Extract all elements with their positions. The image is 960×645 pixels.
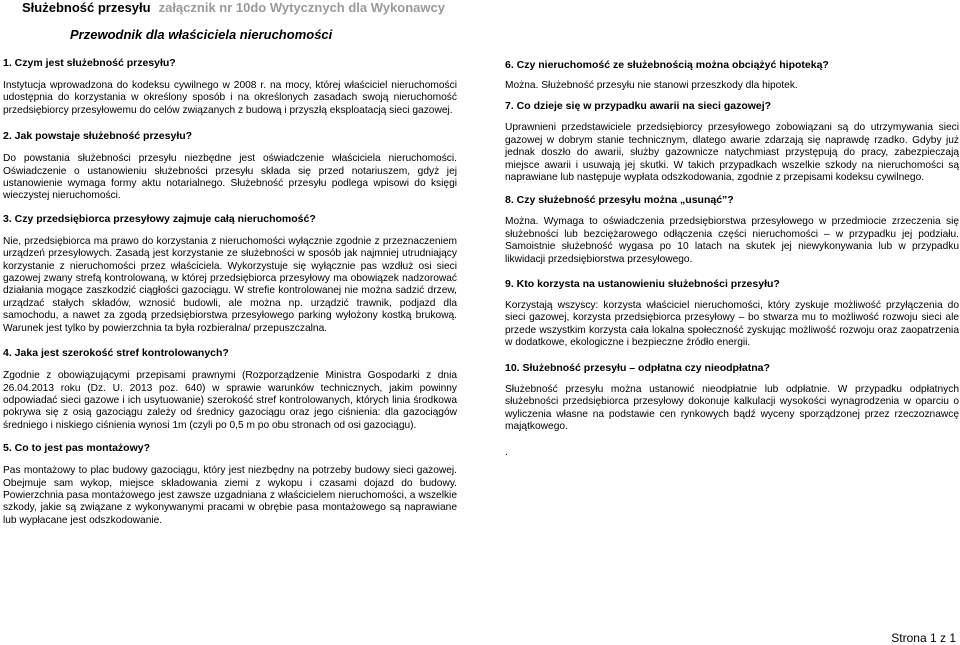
question-heading: 10. Służebność przesyłu – odpłatna czy nieodpłatna? [505, 361, 770, 374]
answer-paragraph: Służebność przesyłu można ustanowić nieodpłatnie lub odpłatnie. W przypadku odpłatnych służebności przedsiębiorca przesyłowy dokonuje kalkulacji wysokości wynagrodzenia w oparciu o wyliczenia własne na podstawie cen rynkowych bądź wyceny sporządzonej przez rzeczoznawcę majątkowego. [505, 383, 959, 432]
page-number: Strona 1 z 1 [891, 631, 956, 645]
question-heading: 1. Czym jest służebność przesyłu? [3, 57, 176, 69]
question-heading: 7. Co dzieje się w przypadku awarii na sieci gazowej? [505, 100, 772, 113]
answer-paragraph: Nie, przedsiębiorca ma prawo do korzystania z nieruchomości wyłącznie zgodnie z przeznaczeniem urządzeń przesyłowych. Zasadą jest korzystanie ze służebności w sposób jak najmniej utrudniający korzystanie z nieruchomości przez właściciela. Wykorzystuje się wyłącznie pas wzdłuż osi sieci gazowej zwany strefą kontrolowaną, w której przedsiębiorca przesyłowy ma obowiązek nadzorować działania mogące zaszkodzić ciągłości gazociągu. W strefie kontrolowanej nie można sadzić drzew, urządzać stałych składów, wznosić budowli, ale można np. urządzić trawnik, podjazd dla samochodu, a nawet za zgodą przedsiębiorstwa przesyłowego parking wyłożony kostką brukową. Warunek jest tylko by powierzchnia ta była rozbieralna/ przepuszczalna. [3, 235, 457, 334]
answer-paragraph: Pas montażowy to plac budowy gazociągu, który jest niezbędny na potrzeby budowy sieci gazowej. Obejmuje sam wykop, miejsce składowania ziemi z wykopu i czasami dojazd do budowy. Powierzchnia pasa montażowego jest zawsze uzgadniana z właścicielem nieruchomości, a wszelkie szkody, jakie są związane z wykonywanymi pracami w obrębie pasa montażowego są naprawiane lub wypłacane jest odszkodowanie. [3, 465, 457, 526]
question-heading: 4. Jaka jest szerokość stref kontrolowanych? [3, 347, 229, 360]
answer-paragraph: Zgodnie z obowiązującymi przepisami prawnymi (Rozporządzenie Ministra Gospodarki z dnia 26.04.2013 roku (Dz. U. 2013 poz. 640) w sprawie warunków technicznych, jakim powinny odpowiadać sieci gazowe i ich usytuowanie) szerokość stref kontrolowanych, których linia środkowa pokrywa się z osią gazociągu zależy od średnicy gazociągu oraz jego ciśnienia: dla gazociągów średniego i niskiego ciśnienia wynosi 1m (czyli po 0,5 m po obu stronach od osi gazociągu). [3, 370, 457, 431]
document-title: Służebność przesyłu [22, 0, 151, 15]
answer-paragraph: Można. Wymaga to oświadczenia przedsiębiorstwa przesyłowego w przedmiocie zrzeczenia się służebności lub bezciężarowego odłączenia części nieruchomości – w przypadku jej podziału. Samoistnie służebność wygasa po 10 latach na skutek jej niewykonywania lub w przypadku likwidacji przedsiębiorstwa przesyłowego. [505, 216, 959, 265]
answer-paragraph: Można. Służebność przesyłu nie stanowi przeszkody dla hipotek. [505, 80, 798, 91]
answer-paragraph: Do powstania służebności przesyłu niezbędne jest oświadczenie właściciela nieruchomości. Oświadczenie o ustanowieniu służebności przesyłu składa się przed notariuszem, gdyż jej ustanowienie wymaga formy aktu notarialnego. Służebność przesyłu podlega wpisowi do księgi wieczystej nieruchomości. [3, 153, 457, 202]
answer-paragraph: Korzystają wszyscy: korzysta właściciel nieruchomości, który zyskuje możliwość przyłączenia do sieci gazowej, korzysta przedsiębiorca przesyłowy – bo stwarza mu to możliwość rozwoju sieci ale przede wszystkim korzysta cała lokalna społeczność zyskując możliwość rozwoju oraz zaopatrzenia w dodatkowe, ekologiczne i bezpieczne źródło energii. [505, 300, 959, 349]
right-column [505, 59, 959, 460]
question-heading: 5. Co to jest pas montażowy? [3, 442, 151, 455]
guide-title: Przewodnik dla właściciela nieruchomości [70, 27, 333, 42]
answer-paragraph: Instytucja wprowadzona do kodeksu cywilnego w 2008 r. na mocy, której właściciel nieruchomości udostępnia do korzystania w określony sposób i na określonych zasadach swoją nieruchomość przedsiębiorcy przesyłowemu do celów związanych z budową i przyszłą eksploatacją sieci gazowej. [3, 80, 457, 116]
answer-paragraph: Uprawnieni przedstawiciele przedsiębiorcy przesyłowego zobowiązani są do utrzymywania sieci gazowej w dobrym stanie technicznym, dlatego awarie zdarzają się naprawdę rzadko. Gdyby już jednak doszło do awarii, służby gazownicze natychmiast przystępują do pracy, zabezpieczają miejsce awarii i usuwają jej skutki. W takich przypadkach wszelkie szkody na nieruchomości są naprawiane lub następuje wypłata odszkodowania, zgodnie z przepisami kodeksu cywilnego. [505, 122, 959, 184]
left-column [3, 57, 457, 527]
question-heading: 6. Czy nieruchomość ze służebnością można obciążyć hipoteką? [505, 59, 829, 71]
answer-paragraph: . [505, 447, 508, 459]
question-heading: 3. Czy przedsiębiorca przesyłowy zajmuje całą nieruchomość? [3, 212, 316, 225]
question-heading: 9. Kto korzysta na ustanowieniu służebności przesyłu? [505, 278, 780, 291]
question-heading: 8. Czy służebność przesyłu można „usunąć”? [505, 194, 734, 207]
document-subtitle: załącznik nr 10do Wytycznych dla Wykonawcy [158, 0, 445, 15]
question-heading: 2. Jak powstaje służebność przesyłu? [3, 130, 193, 143]
document-header [22, 0, 445, 16]
